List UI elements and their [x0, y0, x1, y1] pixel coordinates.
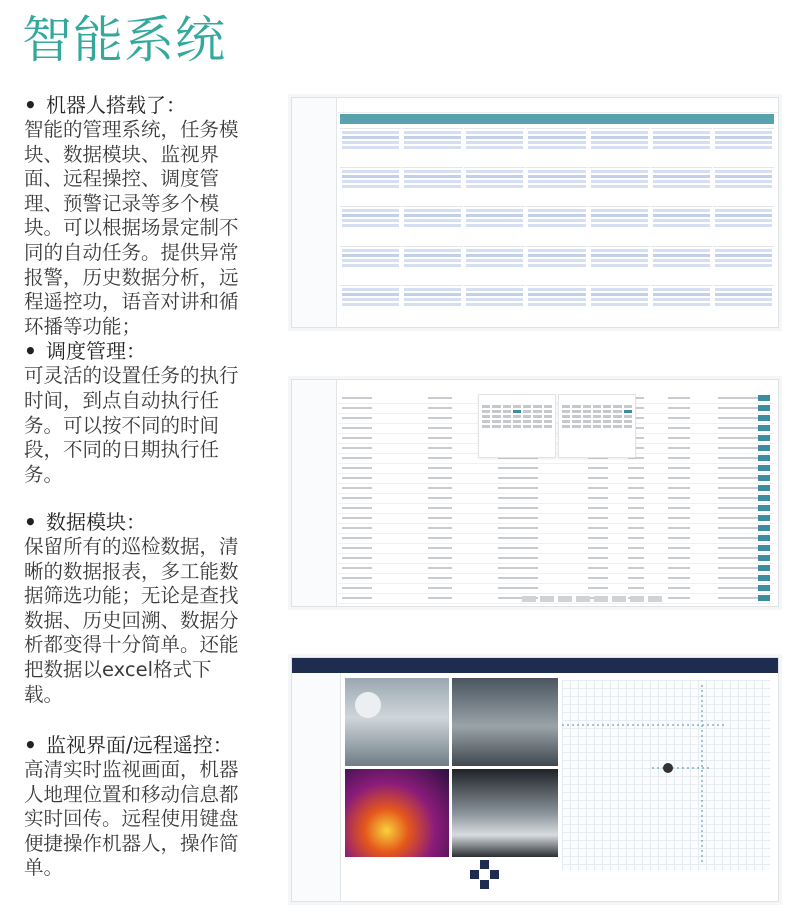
calendar-day-cell	[713, 206, 774, 244]
camera-feed-4	[452, 769, 558, 857]
table-row	[338, 464, 774, 474]
calendar-day-cell	[402, 246, 463, 284]
sidebar-item	[292, 400, 336, 412]
calendar-day-cell	[402, 206, 463, 244]
camera-feed-1	[345, 678, 449, 766]
sidebar-item	[292, 804, 340, 817]
calendar-grid	[340, 128, 774, 323]
calendar-day-cell	[651, 285, 712, 323]
screenshot-data-table	[291, 379, 779, 607]
bullet-dot: •	[24, 339, 37, 364]
section-data-module	[24, 510, 249, 707]
arrow-right-icon[interactable]	[490, 870, 499, 879]
table-row	[338, 504, 774, 514]
table-row	[338, 554, 774, 564]
direction-pad[interactable]	[470, 860, 500, 890]
table-row	[338, 574, 774, 584]
sidebar-item	[292, 676, 340, 689]
calendar-day-cell	[464, 206, 525, 244]
table-row	[338, 484, 774, 494]
table-row	[338, 534, 774, 544]
section-robot-system	[24, 93, 249, 487]
calendar-day-cell	[713, 128, 774, 166]
section-monitor-remote	[24, 733, 249, 881]
sidebar-item	[292, 119, 336, 136]
table-row	[338, 544, 774, 554]
app-header	[292, 658, 778, 673]
table-row	[338, 434, 774, 444]
date-picker-right	[558, 394, 636, 458]
sidebar-item	[292, 512, 336, 524]
calendar-day-cell	[526, 246, 587, 284]
calendar-day-cell	[340, 167, 401, 205]
sidebar-item	[292, 464, 336, 476]
calendar-day-cell	[464, 246, 525, 284]
bullet-dot: •	[24, 510, 37, 534]
section-heading: 机器人搭载了：	[46, 93, 186, 117]
calendar-day-cell	[340, 128, 401, 166]
calendar-day-cell	[464, 167, 525, 205]
calendar-day-cell	[589, 285, 650, 323]
calendar-day-cell	[340, 206, 401, 244]
sidebar-item	[292, 740, 340, 753]
thermal-camera-feed	[345, 769, 449, 857]
calendar-day-cell	[526, 167, 587, 205]
calendar-day-cell	[651, 128, 712, 166]
calendar-day-cell	[713, 246, 774, 284]
calendar-day-cell	[402, 285, 463, 323]
sidebar-item	[292, 195, 336, 212]
section-heading: 数据模块：	[46, 510, 146, 534]
table-row	[338, 474, 774, 484]
page-title: 智能系统	[22, 11, 226, 69]
screenshot-monitoring	[291, 657, 779, 902]
sidebar-item	[292, 708, 340, 721]
table-row	[338, 404, 774, 414]
section-body: 高清实时监视画面，机器人地理位置和移动信息都实时回传。远程使用键盘便捷操作机器人，操作简单。	[24, 758, 239, 880]
calendar-day-cell	[464, 285, 525, 323]
robot-location-map	[562, 680, 770, 870]
pagination	[522, 596, 662, 602]
camera-object	[355, 692, 381, 718]
table-row	[338, 414, 774, 424]
section-body: 保留所有的巡检数据，清晰的数据报表，多工能数据筛选功能；无论是查找数据、历史回溯、数据分析都变得十分简单。还能把数据以excel格式下载。	[24, 535, 239, 706]
sidebar-item	[292, 528, 336, 540]
sidebar-item	[292, 384, 336, 396]
sidebar-item	[292, 214, 336, 231]
calendar-day-cell	[651, 246, 712, 284]
table-row	[338, 564, 774, 574]
calendar-day-cell	[589, 167, 650, 205]
section-body: 智能的管理系统，任务模块、数据模块、监视界面、远程操控、调度管理、预警记录等多个模块。可以根据场景定制不同的自动任务。提供异常报警，历史数据分析，远程遥控功，语音对讲和循环播等功能；	[24, 118, 239, 338]
sidebar	[292, 380, 337, 606]
calendar-day-cell	[589, 128, 650, 166]
sidebar-item	[292, 788, 340, 801]
calendar-day-cell	[340, 285, 401, 323]
sidebar-item	[292, 756, 340, 769]
calendar-day-cell	[526, 285, 587, 323]
sidebar-item	[292, 100, 336, 117]
sidebar-item	[292, 448, 336, 460]
sidebar-item	[292, 772, 340, 785]
sidebar-item	[292, 416, 336, 428]
table-row	[338, 494, 774, 504]
sidebar	[292, 673, 341, 901]
date-picker-left	[478, 394, 556, 458]
arrow-down-icon[interactable]	[480, 880, 489, 889]
calendar-day-cell	[713, 285, 774, 323]
sidebar-item	[292, 138, 336, 155]
sidebar-item	[292, 692, 340, 705]
sidebar-item	[292, 496, 336, 508]
sidebar	[292, 98, 337, 327]
camera-feed-2	[452, 678, 558, 766]
calendar-day-cell	[464, 128, 525, 166]
sidebar-item	[292, 176, 336, 193]
table-row	[338, 524, 774, 534]
table-row	[338, 454, 774, 464]
sidebar-item	[292, 724, 340, 737]
calendar-day-cell	[402, 167, 463, 205]
section-body: 可灵活的设置任务的执行时间，到点自动执行任务。可以按不同的时间段，不同的日期执行任务。	[24, 364, 239, 486]
bullet-dot: •	[24, 93, 37, 117]
section-heading: 调度管理：	[46, 339, 146, 364]
sidebar-item	[292, 480, 336, 492]
top-toolbar	[336, 98, 778, 113]
data-table	[338, 394, 774, 592]
table-row	[338, 514, 774, 524]
calendar-day-cell	[526, 128, 587, 166]
table-row	[338, 584, 774, 594]
table-row	[338, 394, 774, 404]
calendar-day-cell	[713, 167, 774, 205]
calendar-day-cell	[651, 167, 712, 205]
section-heading: 监视界面/远程遥控：	[46, 733, 233, 757]
arrow-up-icon[interactable]	[480, 860, 489, 869]
sidebar-item	[292, 157, 336, 174]
map-route	[562, 680, 770, 870]
bullet-dot: •	[24, 733, 37, 757]
calendar-day-cell	[340, 246, 401, 284]
calendar-day-cell	[526, 206, 587, 244]
calendar-header-bar	[340, 114, 774, 124]
robot-marker	[663, 763, 673, 773]
table-row	[338, 444, 774, 454]
screenshot-schedule-calendar	[291, 97, 779, 328]
arrow-left-icon[interactable]	[470, 870, 479, 879]
calendar-day-cell	[651, 206, 712, 244]
calendar-day-cell	[589, 246, 650, 284]
table-row	[338, 424, 774, 434]
calendar-day-cell	[402, 128, 463, 166]
sidebar-item	[292, 432, 336, 444]
calendar-day-cell	[589, 206, 650, 244]
